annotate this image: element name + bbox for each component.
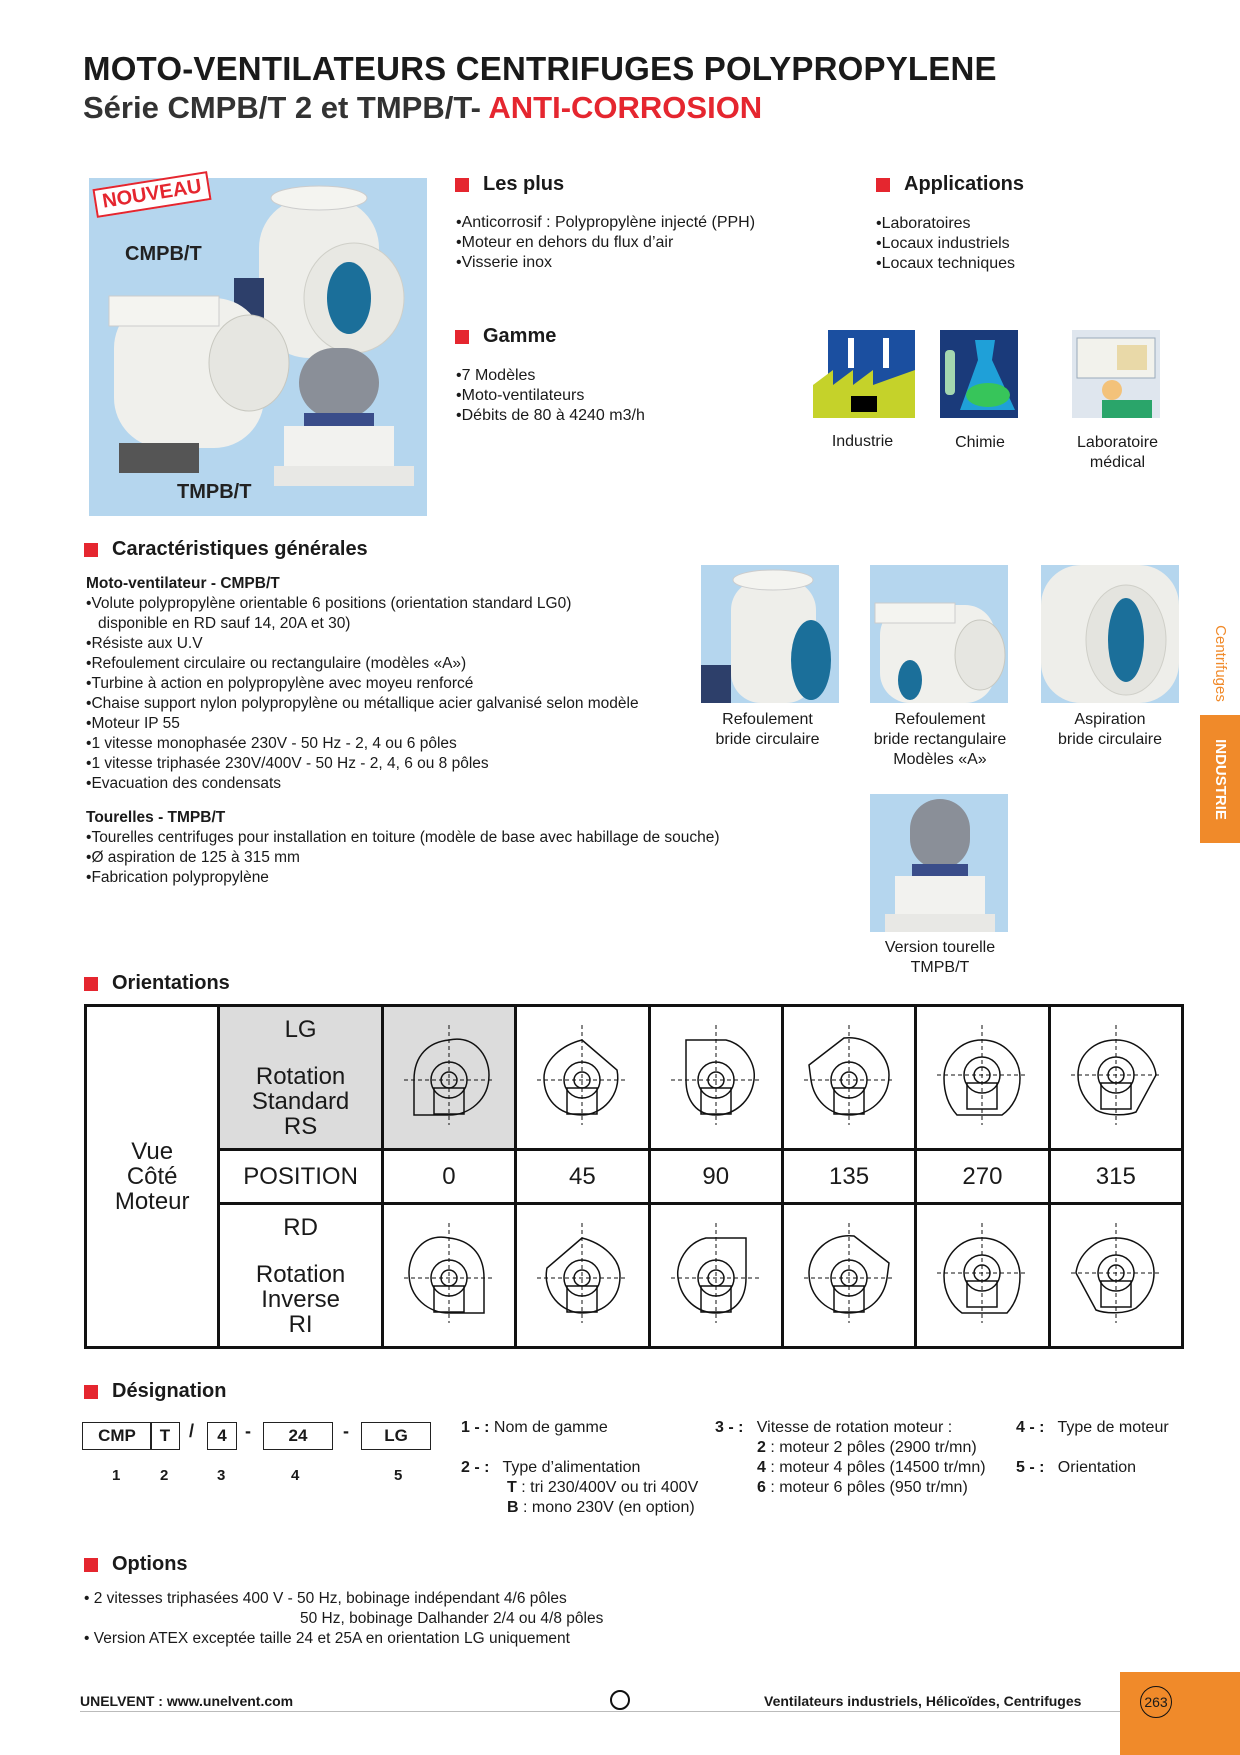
footer-rule	[80, 1711, 1120, 1712]
list-item: • Turbine à action en polypropylène avec moyeu renforcé	[86, 674, 726, 694]
section-title: Applications	[904, 173, 1025, 195]
section-title: Les plus	[483, 173, 565, 195]
list-item: • Tourelles centrifuges pour installation en toiture (modèle de base avec habillage de souche)	[86, 828, 726, 848]
fan-orientation-icon	[1066, 1218, 1166, 1328]
section-title: Gamme	[483, 325, 557, 347]
designation-box: LG	[361, 1422, 431, 1450]
designation-index: 4	[291, 1467, 300, 1484]
section-designation	[84, 1380, 226, 1403]
variant-photo-aspiration	[1041, 565, 1179, 703]
caption-line: TMPB/T	[910, 959, 970, 976]
list-item: • Evacuation des condensats	[86, 774, 726, 794]
section-title: Options	[112, 1553, 188, 1575]
fan-diagram-rd-45	[516, 1204, 649, 1348]
app-caption-chimie: Chimie	[955, 434, 1005, 451]
section-title: Désignation	[112, 1380, 227, 1402]
section-title: Caractéristiques générales	[112, 538, 368, 560]
fan-orientation-icon	[799, 1020, 899, 1130]
fan-orientation-icon	[532, 1020, 632, 1130]
footer-left: UNELVENT : www.unelvent.com	[80, 1693, 294, 1709]
footer-page-block	[1120, 1672, 1240, 1755]
caption-line: Laboratoire	[1077, 434, 1158, 451]
list-item: • Visserie inox	[456, 253, 755, 273]
section-options	[84, 1553, 188, 1576]
caption-line: Aspiration	[1074, 711, 1146, 728]
orientations-table	[84, 1004, 1184, 1349]
def-value: Type d’alimentation	[502, 1459, 641, 1476]
designation-separator: -	[245, 1421, 251, 1441]
position-value: 270	[916, 1150, 1049, 1204]
option-line: 50 Hz, bobinage Dalhander 2/4 ou 4/8 pôles	[300, 1610, 604, 1627]
bullet-square-icon	[84, 543, 98, 557]
def-key: 2	[757, 1439, 766, 1456]
list-item: • Fabrication polypropylène	[86, 868, 726, 888]
fan-diagram-lg-270	[916, 1006, 1049, 1150]
section-les-plus	[455, 173, 564, 196]
position-value: 315	[1049, 1150, 1182, 1204]
position-value: 45	[516, 1150, 649, 1204]
designation-index: 1	[112, 1467, 121, 1484]
designation-box: T	[150, 1422, 180, 1450]
designation-def-1	[461, 1418, 608, 1438]
list-item: • Débits de 80 à 4240 m3/h	[456, 406, 645, 426]
fan-orientation-icon	[532, 1218, 632, 1328]
side-tab-label: Centrifuges	[1211, 624, 1229, 702]
designation-box: 4	[207, 1422, 237, 1450]
section-gamme	[455, 325, 556, 348]
option-line: • 2 vitesses triphasées 400 V - 50 Hz, bobinage indépendant 4/6 pôles	[84, 1590, 567, 1607]
position-label-cell: POSITION	[219, 1150, 382, 1204]
fan-diagram-lg-315	[1049, 1006, 1182, 1150]
cell-line: Rotation	[255, 1260, 346, 1288]
designation-def-4	[1016, 1418, 1169, 1438]
def-key: 4	[757, 1459, 766, 1476]
caption-line: Version tourelle	[884, 939, 996, 956]
bullet-square-icon	[876, 178, 890, 192]
list-item: • Anticorrosif : Polypropylène injecté (PPH)	[456, 213, 755, 233]
designation-def-3	[715, 1418, 986, 1498]
fan-orientation-icon	[399, 1218, 499, 1328]
list-item	[86, 594, 726, 634]
designation-index: 5	[394, 1467, 403, 1484]
footer-right: Ventilateurs industriels, Hélicoïdes, Centrifuges	[764, 1693, 1082, 1709]
def-value: : tri 230/400V ou tri 400V	[521, 1479, 699, 1496]
def-value: : moteur 2 pôles (2900 tr/mn)	[770, 1439, 977, 1456]
fan-orientation-icon	[399, 1020, 499, 1130]
fan-diagram-rd-135	[782, 1204, 915, 1348]
fan-diagram-lg-90	[649, 1006, 782, 1150]
fan-orientation-icon	[666, 1020, 766, 1130]
fan-diagram-rd-90	[649, 1204, 782, 1348]
page-number: 263	[1140, 1686, 1172, 1718]
fan-diagram-rd-315	[1049, 1204, 1182, 1348]
list-item: • Locaux techniques	[876, 254, 1015, 274]
cmpb-list	[86, 594, 726, 794]
hero-photo	[89, 178, 427, 516]
designation-index: 3	[217, 1467, 226, 1484]
factory-icon	[813, 330, 915, 418]
footer-circle-icon	[610, 1690, 630, 1710]
def-key: B	[507, 1499, 519, 1516]
options-body	[84, 1589, 603, 1649]
bullet-square-icon	[84, 1558, 98, 1572]
designation-separator: /	[189, 1421, 195, 1441]
fan-orientation-icon	[666, 1218, 766, 1328]
def-key: 4 - :	[1016, 1419, 1045, 1436]
def-value: : moteur 4 pôles (14500 tr/mn)	[770, 1459, 986, 1476]
list-item: • Ø aspiration de 125 à 315 mm	[86, 848, 726, 868]
les-plus-list	[456, 213, 755, 273]
def-value: : mono 230V (en option)	[523, 1499, 695, 1516]
new-badge: NOUVEAU	[92, 171, 211, 218]
caption-line: Refoulement	[894, 711, 986, 728]
list-item: • 1 vitesse triphasée 230V/400V - 50 Hz - 2, 4, 6 ou 8 pôles	[86, 754, 726, 774]
def-value: Type de moteur	[1057, 1419, 1169, 1436]
subtitle-prefix: Série CMPB/T 2 et TMPB/T-	[83, 90, 481, 125]
designation-def-2	[461, 1458, 698, 1518]
list-item: • Refoulement circulaire ou rectangulaire (modèles «A»)	[86, 654, 726, 674]
def-key: T	[507, 1479, 517, 1496]
section-caracteristiques	[84, 538, 368, 561]
fan-orientation-icon	[932, 1218, 1032, 1328]
gamme-list	[456, 366, 645, 426]
cell-line: Rotation	[255, 1062, 346, 1090]
page-title: MOTO-VENTILATEURS CENTRIFUGES POLYPROPYLENE	[83, 50, 997, 87]
list-item: • Résiste aux U.V	[86, 634, 726, 654]
lg-rotation-cell	[219, 1006, 382, 1150]
hero-label-tmpb: TMPB/T	[177, 481, 252, 503]
bullet-square-icon	[84, 977, 98, 991]
position-value: 0	[382, 1150, 515, 1204]
def-value: Vitesse de rotation moteur :	[756, 1419, 953, 1436]
list-item: • 7 Modèles	[456, 366, 645, 386]
chemistry-icon	[940, 330, 1018, 418]
list-item: • 1 vitesse monophasée 230V - 50 Hz - 2, 4 ou 6 pôles	[86, 734, 726, 754]
def-value: Orientation	[1057, 1459, 1137, 1476]
def-key: 3 - :	[715, 1419, 744, 1436]
section-title: Orientations	[112, 972, 230, 994]
cell-line: Standard	[251, 1087, 350, 1115]
caption-line: Refoulement	[722, 711, 813, 728]
variant-caption	[695, 710, 840, 750]
fan-diagram-rd-270	[916, 1204, 1049, 1348]
hero-label-cmpb: CMPB/T	[125, 243, 202, 265]
caracteristiques-body	[86, 574, 726, 888]
side-tab-industrie	[1200, 715, 1240, 843]
fan-diagram-lg-0	[382, 1006, 515, 1150]
def-key: 5 - :	[1016, 1459, 1045, 1476]
fan-diagram-rd-0	[382, 1204, 515, 1348]
cell-line: RS	[283, 1112, 318, 1140]
list-item-cont: disponible en RD sauf 14, 20A et 30)	[98, 615, 351, 632]
variant-photo-tourelle	[870, 794, 1008, 932]
side-tab-centrifuges	[1200, 615, 1240, 711]
fan-diagram-lg-135	[782, 1006, 915, 1150]
def-value: : moteur 6 pôles (950 tr/mn)	[770, 1479, 968, 1496]
list-item: • Chaise support nylon polypropylène ou métallique acier galvanisé selon modèle	[86, 694, 726, 714]
cell-line: RD	[283, 1213, 318, 1241]
applications-list	[876, 214, 1015, 274]
variant-photo-refoulement-circ	[701, 565, 839, 703]
subtitle-highlight: ANTI-CORROSION	[488, 90, 763, 125]
list-item: • Laboratoires	[876, 214, 1015, 234]
page-subtitle	[83, 90, 762, 126]
fan-orientation-icon	[799, 1218, 899, 1328]
variant-caption	[1035, 710, 1185, 750]
app-caption-labo	[1060, 433, 1175, 473]
designation-box: 24	[263, 1422, 333, 1450]
caption-line: médical	[1089, 454, 1146, 471]
tmpb-subtitle: Tourelles - TMPB/T	[86, 809, 226, 826]
designation-def-5	[1016, 1458, 1136, 1478]
variant-caption	[860, 710, 1020, 770]
cell-line: LG	[284, 1015, 317, 1043]
designation-box: CMP	[82, 1422, 152, 1450]
designation-index: 2	[160, 1467, 169, 1484]
def-key: 1 - :	[461, 1419, 490, 1436]
bullet-square-icon	[455, 178, 469, 192]
cell-line: Vue	[131, 1138, 174, 1165]
caption-line: bride circulaire	[715, 731, 820, 748]
designation-separator: -	[343, 1421, 349, 1441]
cell-line: Côté	[126, 1163, 178, 1190]
def-key: 6	[757, 1479, 766, 1496]
cell-line: RI	[288, 1310, 313, 1338]
variant-caption	[860, 938, 1020, 978]
def-key: 2 - :	[461, 1459, 490, 1476]
section-applications	[876, 173, 1024, 196]
vue-cote-moteur-cell	[86, 1006, 219, 1348]
list-item: • Moto-ventilateurs	[456, 386, 645, 406]
rd-rotation-cell	[219, 1204, 382, 1348]
position-value: 135	[782, 1150, 915, 1204]
side-tab-label: INDUSTRIE	[1211, 738, 1229, 820]
def-value: Nom de gamme	[493, 1419, 608, 1436]
caption-line: bride circulaire	[1057, 731, 1163, 748]
option-line: • Version ATEX exceptée taille 24 et 25A en orientation LG uniquement	[84, 1630, 570, 1647]
medical-lab-icon	[1072, 330, 1160, 418]
bullet-square-icon	[455, 330, 469, 344]
fan-diagram-lg-45	[516, 1006, 649, 1150]
caption-line: bride rectangulaire	[873, 731, 1007, 748]
caption-line: Modèles «A»	[893, 751, 987, 768]
list-item: • Locaux industriels	[876, 234, 1015, 254]
tmpb-list	[86, 828, 726, 888]
bullet-square-icon	[84, 1385, 98, 1399]
cell-line: Inverse	[261, 1285, 340, 1313]
app-caption-industrie: Industrie	[831, 433, 894, 450]
list-item-text: Volute polypropylène orientable 6 positions (orientation standard LG0)	[91, 595, 572, 612]
section-orientations	[84, 972, 230, 995]
cmpb-subtitle: Moto-ventilateur - CMPB/T	[86, 575, 280, 592]
variant-photo-refoulement-rect	[870, 565, 1008, 703]
fan-orientation-icon	[1066, 1020, 1166, 1130]
fan-orientation-icon	[932, 1020, 1032, 1130]
list-item: • Moteur IP 55	[86, 714, 726, 734]
position-value: 90	[649, 1150, 782, 1204]
cell-line: Moteur	[114, 1188, 190, 1215]
list-item: • Moteur en dehors du flux d’air	[456, 233, 755, 253]
